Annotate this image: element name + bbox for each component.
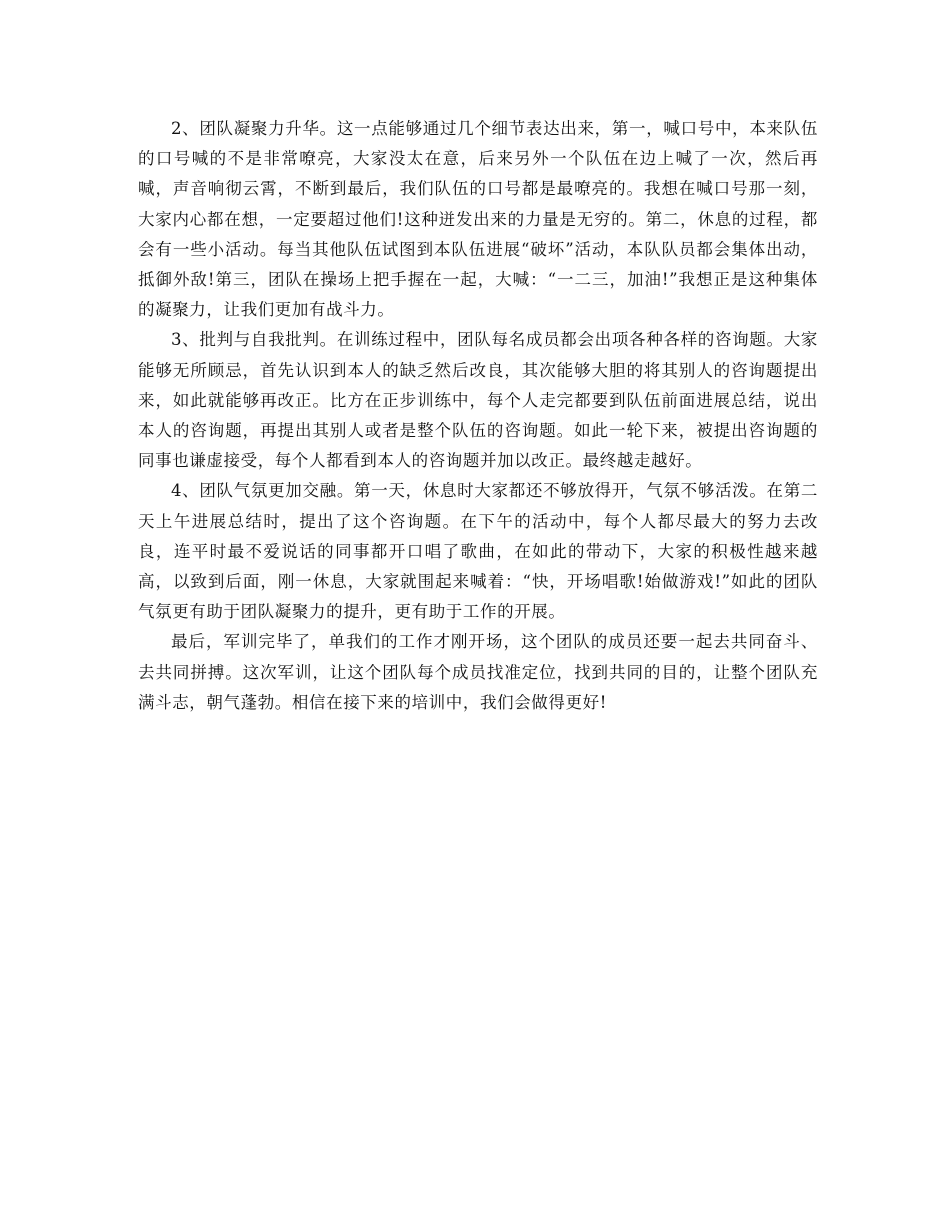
paragraph-conclusion: 最后，军训完毕了，单我们的工作才刚开场，这个团队的成员还要一起去共同奋斗、去共同拼搏。这次军训，让这个团队每个成员找准定位，找到共同的目的，让整个团队充满斗志，朝气蓬勃。相信在接下来的培训中，我们会做得更好! (138, 632, 818, 712)
paragraph-team-cohesion: 2、团队凝聚力升华。这一点能够通过几个细节表达出来，第一，喊口号中，本来队伍的口号喊的不是非常嘹亮，大家没太在意，后来另外一个队伍在边上喊了一次，然后再喊，声音响彻云霄，不断到最后，我们队伍的口号都是最嘹亮的。我想在喊口号那一刻，大家内心都在想，一定要超过他们!这种迸发出来的力量是无穷的。第二，休息的过程，都会有一些小活动。每当其他队伍试图到本队伍进展“破坏”活动，本队队员都会集体出动，抵御外敌!第三，团队在操场上把手握在一起，大喊：“一二三，加油!”我想正是这种集体的凝聚力，让我们更加有战斗力。 (138, 119, 818, 320)
paragraph-team-atmosphere: 4、团队气氛更加交融。第一天，休息时大家都还不够放得开，气氛不够活泼。在第二天上午进展总结时，提出了这个咨询题。在下午的活动中，每个人都尽最大的努力去改良，连平时最不爱说话的同事都开口唱了歌曲，在如此的带动下，大家的积极性越来越高，以致到后面，刚一休息，大家就围起来喊着：“快，开场唱歌!始做游戏!”如此的团队气氛更有助于团队凝聚力的提升，更有助于工作的开展。 (138, 481, 818, 622)
paragraph-criticism: 3、批判与自我批判。在训练过程中，团队每名成员都会出项各种各样的咨询题。大家能够无所顾忌，首先认识到本人的缺乏然后改良，其次能够大胆的将其别人的咨询题提出来，如此就能够再改正。比方在正步训练中，每个人走完都要到队伍前面进展总结，说出本人的咨询题，再提出其别人或者是整个队伍的咨询题。如此一轮下来，被提出咨询题的同事也谦虚接受，每个人都看到本人的咨询题并加以改正。最终越走越好。 (138, 330, 818, 471)
document-body (138, 114, 818, 718)
